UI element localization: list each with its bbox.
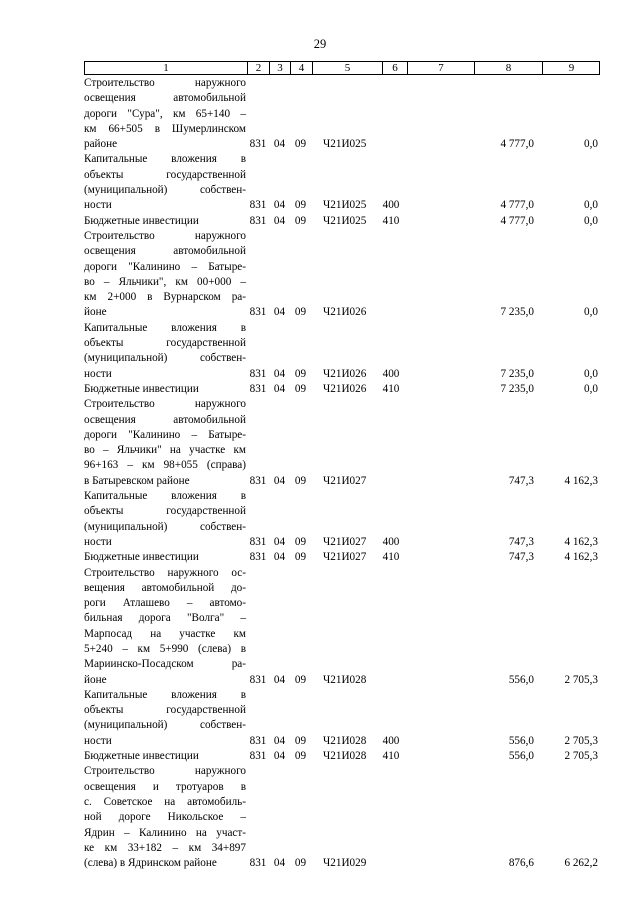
row-title-line: Марпосад на участке км	[84, 627, 246, 640]
row-title-line: Строительство наружного ос-	[84, 566, 246, 579]
code-subsection: 09	[294, 382, 307, 395]
amount-col-9: 0,0	[584, 306, 598, 319]
code-expense-type	[380, 856, 402, 871]
code-expense-type: 400	[382, 734, 400, 747]
table-row	[0, 688, 640, 749]
code-subsection: 09	[294, 535, 307, 548]
table-row	[0, 550, 640, 565]
header-col-6: 6	[382, 62, 407, 74]
amount-col-9: 0,0	[584, 138, 598, 151]
code-subsection: 09	[294, 551, 307, 564]
code-section: 04	[273, 551, 286, 564]
table-row	[0, 214, 640, 229]
table-row	[0, 382, 640, 397]
code-section: 04	[273, 673, 286, 686]
row-title	[84, 566, 246, 688]
code-subsection: 09	[294, 673, 307, 686]
row-title-line: км 66+505 в Шумерлинском	[84, 122, 246, 135]
code-target: Ч21И027	[323, 551, 367, 564]
code-target: Ч21И028	[323, 750, 367, 763]
row-title-line: Бюджетные инвестиции	[84, 382, 199, 395]
row-title-line: во – Яльчики", км 00+000 –	[84, 275, 246, 288]
code-expense-type: 410	[382, 551, 400, 564]
code-admin: 831	[249, 474, 267, 487]
code-section: 04	[273, 138, 286, 151]
row-title-line: ной дороге Никольское –	[84, 811, 246, 824]
row-title	[84, 688, 246, 749]
row-title	[84, 152, 246, 213]
row-title	[84, 550, 246, 565]
row-title-line: во – Яльчики" на участке км	[84, 444, 246, 457]
code-subsection: 09	[294, 750, 307, 763]
code-subsection: 09	[294, 474, 307, 487]
code-section: 04	[273, 306, 286, 319]
row-title-line: Капитальные вложения в	[84, 490, 246, 503]
header-col-1: 1	[163, 62, 169, 74]
header-col-9: 9	[542, 62, 600, 74]
row-title-line: йоне	[84, 673, 107, 686]
code-target: Ч21И025	[323, 199, 367, 212]
code-admin: 831	[249, 673, 267, 686]
amount-col-8: 556,0	[508, 734, 534, 747]
amount-col-9: 0,0	[584, 367, 598, 380]
row-title-line: Капитальные вложения в	[84, 688, 246, 701]
code-subsection: 09	[294, 734, 307, 747]
header-col-7: 7	[407, 62, 474, 74]
code-admin: 831	[249, 535, 267, 548]
row-title-line: Капитальные вложения в	[84, 321, 246, 334]
amount-col-8: 556,0	[508, 673, 534, 686]
amount-col-9: 0,0	[584, 199, 598, 212]
table-row	[0, 749, 640, 764]
amount-col-9: 0,0	[584, 214, 598, 227]
code-admin: 831	[249, 551, 267, 564]
amount-col-8: 4 777,0	[500, 214, 534, 227]
code-admin: 831	[249, 138, 267, 151]
table-row	[0, 397, 640, 489]
code-expense-type	[380, 137, 402, 152]
row-title-line: освещения автомобильной	[84, 245, 246, 258]
code-admin: 831	[249, 750, 267, 763]
row-title	[84, 489, 246, 550]
row-title	[84, 749, 246, 764]
amount-col-9: 2 705,3	[564, 750, 598, 763]
code-section: 04	[273, 474, 286, 487]
row-title	[84, 229, 246, 321]
code-subsection: 09	[294, 857, 307, 870]
page-number: 29	[313, 37, 327, 51]
row-title	[84, 397, 246, 489]
table-row	[0, 152, 640, 213]
code-section: 04	[273, 367, 286, 380]
amount-col-9: 4 162,3	[564, 474, 598, 487]
row-title-line: объекты государственной	[84, 505, 246, 518]
row-title-line: 96+163 – км 98+055 (справа)	[84, 459, 246, 472]
code-target: Ч21И027	[323, 474, 367, 487]
code-target: Ч21И027	[323, 535, 367, 548]
row-title-line: дороги "Сура", км 65+140 –	[84, 107, 246, 120]
code-section: 04	[273, 535, 286, 548]
code-expense-type: 400	[382, 367, 400, 380]
row-title-line: Бюджетные инвестиции	[84, 551, 199, 564]
amount-col-8: 7 235,0	[500, 306, 534, 319]
row-title-line: Бюджетные инвестиции	[84, 214, 199, 227]
row-title-line: ности	[84, 199, 112, 212]
code-section: 04	[273, 857, 286, 870]
amount-col-8: 747,3	[508, 551, 534, 564]
amount-col-8: 747,3	[508, 535, 534, 548]
amount-col-8: 7 235,0	[500, 367, 534, 380]
code-admin: 831	[249, 734, 267, 747]
row-title-line: объекты государственной	[84, 168, 246, 181]
row-title-line: км 2+000 в Вурнарском ра-	[84, 291, 246, 304]
code-section: 04	[273, 734, 286, 747]
code-expense-type: 410	[382, 382, 400, 395]
code-admin: 831	[249, 214, 267, 227]
row-title-line: дороги "Калинино – Батыре-	[84, 260, 246, 273]
row-title	[84, 764, 246, 871]
code-section: 04	[273, 382, 286, 395]
code-target: Ч21И026	[323, 367, 367, 380]
code-admin: 831	[249, 306, 267, 319]
row-title-line: Строительство наружного	[84, 77, 246, 89]
code-expense-type: 400	[382, 535, 400, 548]
row-title-line: (слева) в Ядринском районе	[84, 857, 217, 870]
row-title-line: (муниципальной) собствен-	[84, 352, 246, 365]
row-title-line: освещения автомобильной	[84, 92, 246, 105]
row-title-line: роги Атлашево – автомо-	[84, 597, 246, 610]
row-title	[84, 382, 246, 397]
code-target: Ч21И028	[323, 734, 367, 747]
row-title-line: Бюджетные инвестиции	[84, 750, 199, 763]
row-title-line: ности	[84, 535, 112, 548]
row-title-line: йоне	[84, 306, 107, 319]
code-admin: 831	[249, 367, 267, 380]
row-title-line: Строительство наружного	[84, 229, 246, 242]
code-subsection: 09	[294, 367, 307, 380]
code-section: 04	[273, 750, 286, 763]
code-subsection: 09	[294, 138, 307, 151]
code-expense-type	[380, 673, 402, 688]
code-target: Ч21И029	[323, 857, 367, 870]
code-target: Ч21И026	[323, 306, 367, 319]
row-title	[84, 214, 246, 229]
code-admin: 831	[249, 857, 267, 870]
table-row	[0, 764, 640, 871]
table-row	[0, 321, 640, 382]
row-title-line: Мариинско-Посадском ра-	[84, 658, 246, 671]
row-title-line: дороги "Калинино – Батыре-	[84, 428, 246, 441]
amount-col-8: 556,0	[508, 750, 534, 763]
row-title-line: районе	[84, 138, 118, 151]
row-title-line: Ядрин – Калинино на участ-	[84, 826, 246, 839]
code-expense-type: 410	[382, 750, 400, 763]
code-admin: 831	[249, 199, 267, 212]
row-title-line: с. Советское на автомобиль-	[84, 795, 246, 808]
table-row	[0, 566, 640, 688]
amount-col-9: 6 262,2	[564, 857, 598, 870]
header-col-5: 5	[312, 62, 382, 74]
row-title-line: (муниципальной) собствен-	[84, 184, 246, 197]
code-subsection: 09	[294, 306, 307, 319]
code-target: Ч21И028	[323, 673, 367, 686]
row-title-line: бильная дорога "Волга" –	[84, 612, 246, 625]
row-title	[84, 321, 246, 382]
table-row	[0, 229, 640, 321]
amount-col-8: 876,6	[508, 857, 534, 870]
row-title-line: объекты государственной	[84, 337, 246, 350]
row-title-line: ности	[84, 367, 112, 380]
code-expense-type: 410	[382, 214, 400, 227]
header-col-3: 3	[269, 62, 290, 74]
row-title-line: освещения автомобильной	[84, 413, 246, 426]
amount-col-9: 2 705,3	[564, 734, 598, 747]
amount-col-8: 4 777,0	[500, 199, 534, 212]
amount-col-8: 747,3	[508, 474, 534, 487]
row-title-line: ности	[84, 734, 112, 747]
row-title-line: объекты государственной	[84, 704, 246, 717]
code-section: 04	[273, 214, 286, 227]
amount-col-9: 0,0	[584, 382, 598, 395]
row-title-line: Капитальные вложения в	[84, 153, 246, 166]
row-title-line: Строительство наружного	[84, 765, 246, 778]
table-row	[0, 489, 640, 550]
amount-col-8: 7 235,0	[500, 382, 534, 395]
code-expense-type	[380, 305, 402, 320]
amount-col-8: 4 777,0	[500, 138, 534, 151]
code-subsection: 09	[294, 214, 307, 227]
row-title-line: Строительство наружного	[84, 398, 246, 411]
row-title-line: (муниципальной) собствен-	[84, 520, 246, 533]
row-title-line: освещения и тротуаров в	[84, 780, 246, 793]
row-title-line: 5+240 – км 5+990 (слева) в	[84, 642, 246, 655]
header-col-8: 8	[474, 62, 542, 74]
header-col-4: 4	[290, 62, 312, 74]
row-title-line: в Батыревском районе	[84, 474, 190, 487]
amount-col-9: 4 162,3	[564, 551, 598, 564]
amount-col-9: 4 162,3	[564, 535, 598, 548]
code-section: 04	[273, 199, 286, 212]
row-title-line: (муниципальной) собствен-	[84, 719, 246, 732]
code-expense-type	[380, 474, 402, 489]
code-expense-type: 400	[382, 199, 400, 212]
row-title-line: вещения автомобильной до-	[84, 581, 246, 594]
row-title	[84, 76, 246, 152]
code-admin: 831	[249, 382, 267, 395]
code-subsection: 09	[294, 199, 307, 212]
amount-col-9: 2 705,3	[564, 673, 598, 686]
row-title-line: ке км 33+182 – км 34+897	[84, 841, 246, 854]
code-target: Ч21И026	[323, 382, 367, 395]
table-body	[0, 76, 640, 871]
code-target: Ч21И025	[323, 138, 367, 151]
code-target: Ч21И025	[323, 214, 367, 227]
table-row	[0, 76, 640, 152]
header-col-2: 2	[247, 62, 269, 74]
table-header	[84, 61, 600, 75]
